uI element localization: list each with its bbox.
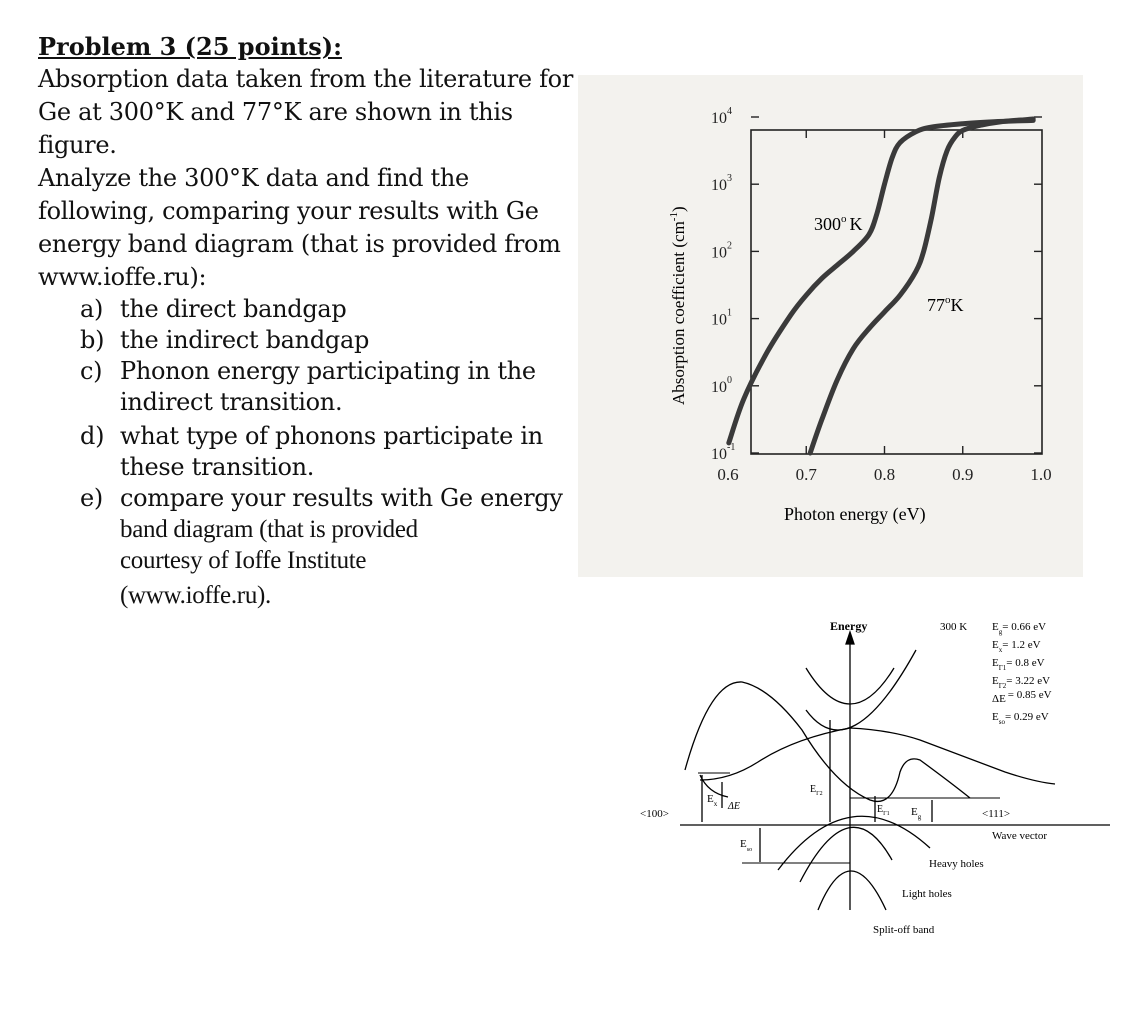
series-line-300k — [729, 120, 1033, 443]
y-tick-label: $10^4$ — [711, 106, 732, 127]
param-sub: g — [998, 628, 1003, 636]
series-label-300k-base: 300 — [814, 214, 841, 234]
y-axis-label-close: ) — [669, 206, 688, 213]
param-sym: E — [992, 621, 999, 633]
problem-intro — [38, 63, 598, 294]
series-label-300k — [814, 213, 863, 234]
param-val: = 0.66 eV — [1002, 621, 1047, 633]
eg2-sub: Γ2 — [816, 791, 823, 797]
absorption-figure — [578, 75, 1083, 577]
param-val: = 0.8 eV — [1006, 657, 1045, 669]
item-line: the indirect bandgap — [120, 326, 370, 354]
heavy-hole-band — [778, 816, 930, 870]
param-sym: E — [992, 711, 999, 723]
y-tick-label: $10^0$ — [711, 374, 732, 396]
delta-e-label: ΔE — [728, 801, 740, 812]
split-off-label: Split-off band — [873, 924, 935, 936]
item-line: these transition. — [120, 453, 315, 481]
item-line: Phonon energy participating in the — [120, 357, 536, 385]
y-tick-label: $10^2$ — [711, 240, 732, 262]
param-val: = 3.22 eV — [1006, 675, 1051, 687]
question-item-c — [38, 356, 598, 418]
series-label-77k — [927, 294, 964, 315]
egamma2-label — [810, 784, 823, 797]
l-valley-conduction-band — [685, 682, 970, 801]
param-val: = 0.29 eV — [1004, 711, 1049, 723]
x-tick-label: 0.7 — [795, 465, 817, 484]
svg-text:Absorption coefficient (cm-1) — [668, 206, 688, 405]
param-sub: Γ1 — [998, 664, 1007, 672]
degree-mark: o — [841, 213, 847, 225]
problem-title: Problem 3 (25 points): — [38, 32, 342, 61]
intro-line: www.ioffe.ru): — [38, 263, 207, 291]
param-eso — [992, 711, 1049, 726]
question-item-b — [38, 325, 598, 356]
param-sub: so — [998, 718, 1005, 726]
eg1-sym: E — [877, 804, 884, 815]
energy-axis-arrowhead — [846, 632, 854, 644]
param-sym: E — [992, 657, 999, 669]
eg1-sub: Γ1 — [883, 811, 890, 817]
eso-sym: E — [740, 838, 747, 850]
item-line: indirect transition. — [120, 388, 343, 416]
y-tick-label: $10^3$ — [711, 173, 732, 195]
y-tick-label: $10^{-1}$ — [711, 442, 736, 463]
direction-111-label: <111> — [982, 808, 1011, 820]
plot-frame — [751, 130, 1042, 454]
question-item-d — [38, 421, 598, 483]
eso-sub: so — [746, 847, 753, 853]
absorption-chart — [578, 75, 1083, 577]
x-tick-label: 0.8 — [873, 465, 896, 484]
eg-label — [911, 806, 922, 821]
direction-100-label: <100> — [640, 808, 669, 820]
y-axis-label — [668, 206, 688, 405]
item-label: a) — [80, 295, 104, 323]
ex-sym: E — [707, 793, 714, 805]
param-sub: x — [998, 646, 1003, 654]
wave-vector-label: Wave vector — [992, 830, 1047, 842]
param-delta-e — [992, 689, 1052, 705]
chart-curves — [729, 119, 1033, 453]
ex-label — [707, 793, 718, 808]
intro-line: energy band diagram (that is provided from — [38, 230, 561, 258]
y-tick-label: $10^1$ — [711, 307, 732, 329]
question-item-a — [38, 294, 598, 325]
item-label: d) — [80, 422, 105, 450]
x-tick-label: 0.9 — [952, 465, 974, 484]
item-line: the direct bandgap — [120, 295, 347, 323]
series-label-77k-base: 77 — [927, 295, 945, 315]
split-off-band — [818, 871, 886, 910]
item-line: compare your results with Ge energy — [120, 484, 563, 512]
temperature-label: 300 K — [940, 621, 968, 633]
item-label: c) — [80, 357, 103, 385]
param-eg — [992, 621, 1046, 636]
x-valley-min — [700, 775, 728, 797]
param-sym: ΔE — [992, 693, 1006, 705]
param-sym: E — [992, 675, 999, 687]
param-egamma2 — [992, 675, 1050, 690]
intro-line: following, comparing your results with Ge — [38, 197, 539, 225]
series-line-77k — [810, 119, 1033, 453]
x-direction-band — [700, 728, 1055, 784]
band-diagram-figure — [630, 610, 1110, 950]
ex-sub: x — [713, 800, 718, 808]
light-holes-label: Light holes — [902, 888, 952, 900]
eg-sub: g — [917, 813, 922, 821]
series-label-300k-unit: K — [849, 214, 863, 234]
heavy-holes-label: Heavy holes — [929, 858, 984, 870]
energy-label: Energy — [830, 619, 868, 633]
x-tick-label: 0.6 — [717, 465, 739, 484]
ge-band-diagram — [630, 610, 1110, 950]
param-val: = 0.85 eV — [1007, 689, 1052, 701]
y-axis-ticks — [711, 106, 1042, 463]
light-hole-band — [800, 827, 892, 882]
intro-line: Absorption data taken from the literature for — [38, 65, 574, 93]
eg-sym: E — [911, 806, 918, 818]
param-ex — [992, 639, 1041, 654]
param-egamma1 — [992, 657, 1045, 672]
item-line: what type of phonons participate in — [120, 422, 543, 450]
eso-label — [740, 838, 752, 853]
x-tick-label: 1.0 — [1030, 465, 1052, 484]
item-line: (www.ioffe.ru). — [120, 582, 272, 609]
item-line: courtesy of Ioffe Institute — [120, 547, 367, 574]
egamma1-label — [877, 804, 890, 817]
item-label: e) — [80, 484, 103, 512]
intro-line: Ge at 300°K and 77°K are shown in this figure. — [38, 98, 513, 159]
question-item-e — [38, 483, 598, 611]
param-sym: E — [992, 639, 999, 651]
item-line: band diagram (that is provided — [120, 516, 418, 543]
y-axis-label-exp: -1 — [668, 212, 680, 222]
band-parameters — [992, 621, 1052, 726]
series-label-77k-unit: K — [950, 295, 964, 315]
x-axis-label: Photon energy (eV) — [784, 504, 926, 524]
y-axis-label-text: Absorption coefficient (cm — [669, 221, 688, 405]
eg2-sym: E — [810, 784, 817, 795]
item-label: b) — [80, 326, 105, 354]
degree-mark: o — [945, 294, 951, 306]
intro-line: Analyze the 300°K data and find the — [38, 164, 469, 192]
problem-statement — [38, 30, 598, 611]
param-val: = 1.2 eV — [1002, 639, 1041, 651]
param-sub: Γ2 — [998, 682, 1007, 690]
